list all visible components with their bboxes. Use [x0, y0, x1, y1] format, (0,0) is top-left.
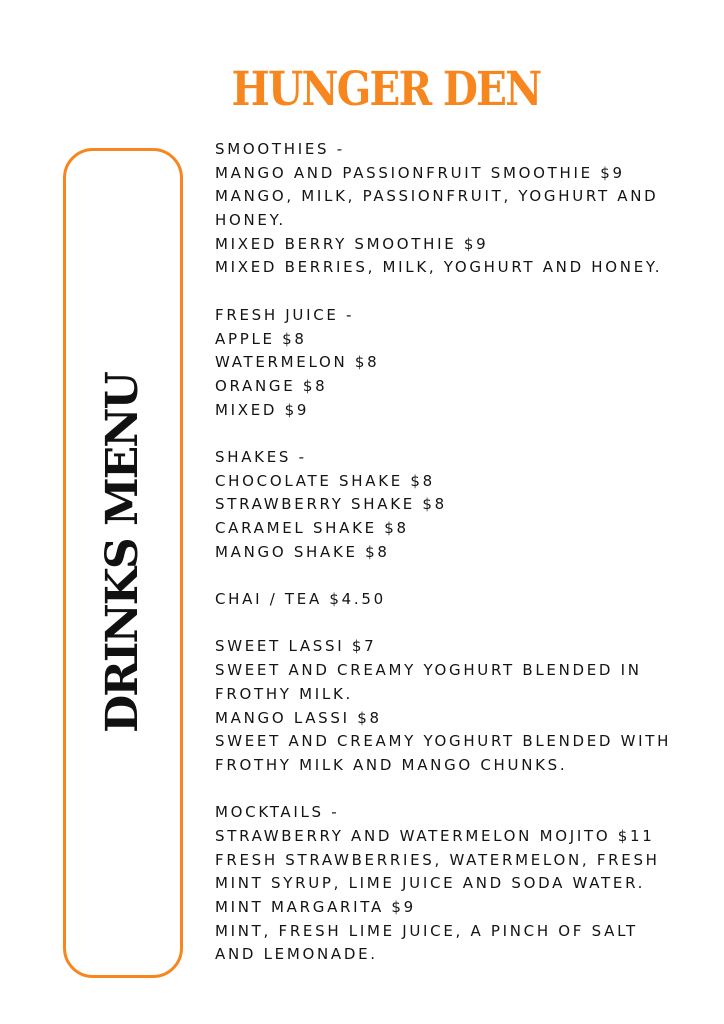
menu-item: MIXED BERRY SMOOTHIE $9 [215, 234, 489, 253]
menu-body [215, 138, 715, 967]
menu-item-description: FROTHY MILK AND MANGO CHUNKS. [215, 755, 568, 774]
menu-item: CARAMEL SHAKE $8 [215, 519, 409, 537]
menu-item-description: SWEET AND CREAMY YOGHURT BLENDED WITH [215, 732, 672, 751]
section-spacer [215, 422, 715, 446]
menu-item-description: MINT, FRESH LIME JUICE, A PINCH OF SALT [215, 921, 638, 940]
menu-item-description: FROTHY MILK. [215, 684, 353, 703]
menu-item: MANGO SHAKE $8 [215, 542, 390, 561]
section-heading: MOCKTAILS - [215, 803, 340, 822]
menu-section-chai [215, 588, 715, 612]
menu-item: ORANGE $8 [215, 376, 328, 395]
menu-item-description: MANGO, MILK, PASSIONFRUIT, YOGHURT AND [215, 187, 659, 206]
menu-item-description: HONEY. [215, 211, 286, 230]
menu-item-description: MINT SYRUP, LIME JUICE AND SODA WATER. [215, 874, 646, 893]
menu-section-smoothies [215, 138, 715, 280]
section-spacer [215, 612, 715, 636]
section-spacer [215, 564, 715, 588]
menu-item: CHOCOLATE SHAKE $8 [215, 471, 435, 490]
section-spacer [215, 778, 715, 802]
menu-item: WATERMELON $8 [215, 353, 380, 372]
menu-item: STRAWBERRY AND WATERMELON MOJITO $11 [215, 826, 655, 845]
menu-item: MINT MARGARITA $9 [215, 898, 416, 916]
menu-item: MANGO LASSI $8 [215, 708, 382, 727]
menu-item: MIXED $9 [215, 400, 310, 419]
menu-item: STRAWBERRY SHAKE $8 [215, 495, 447, 514]
menu-section-lassi [215, 635, 715, 777]
menu-item: MANGO AND PASSIONFRUIT SMOOTHIE $9 [215, 163, 625, 182]
menu-item-description: FRESH STRAWBERRIES, WATERMELON, FRESH [215, 850, 660, 869]
page-title: HUNGER DEN [231, 62, 541, 117]
sidebar-label: DRINKS MENU [97, 373, 148, 733]
menu-item-description: MIXED BERRIES, MILK, YOGHURT AND HONEY. [215, 258, 663, 277]
menu-item: SWEET LASSI $7 [215, 637, 377, 656]
section-heading: SHAKES - [215, 447, 307, 466]
menu-item: APPLE $8 [215, 329, 307, 348]
menu-section-mocktails [215, 801, 715, 967]
menu-section-shakes [215, 446, 715, 564]
section-spacer [215, 280, 715, 304]
section-heading: SMOOTHIES - [215, 140, 345, 158]
section-heading: FRESH JUICE - [215, 305, 355, 324]
menu-item-description: SWEET AND CREAMY YOGHURT BLENDED IN [215, 661, 642, 680]
menu-item-description: AND LEMONADE. [215, 945, 378, 964]
menu-item: CHAI / TEA $4.50 [215, 590, 386, 609]
menu-section-fresh-juice [215, 304, 715, 422]
